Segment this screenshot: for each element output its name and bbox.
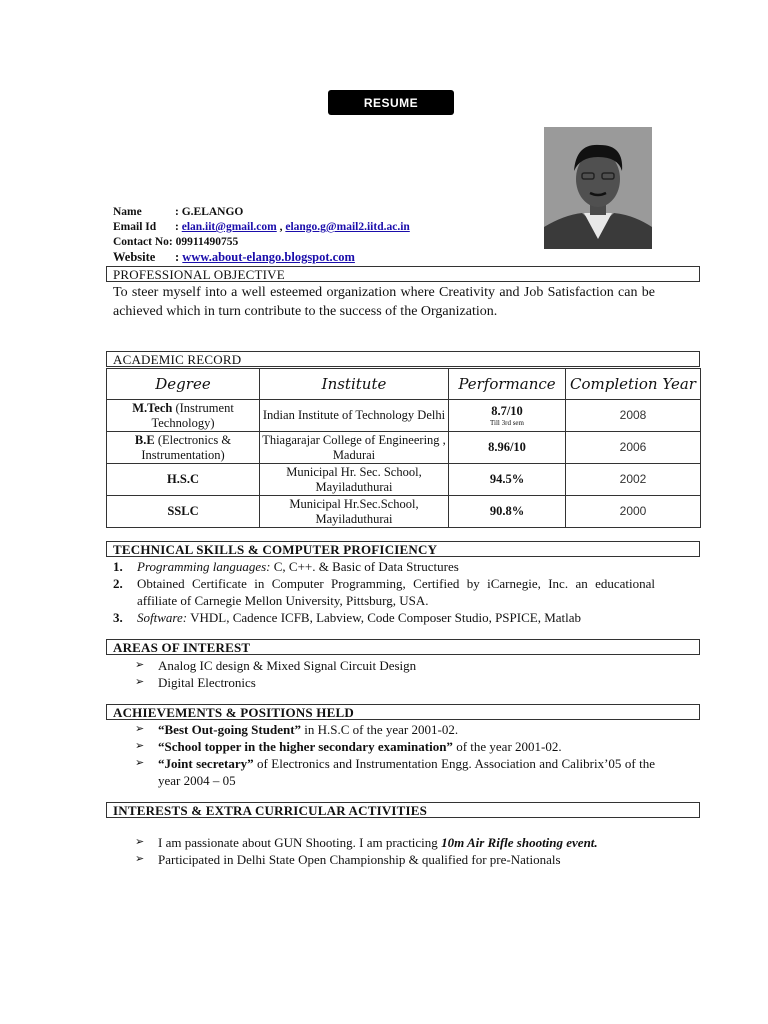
performance-cell <box>449 400 566 432</box>
achievement-text: of the year 2001-02. <box>452 739 562 754</box>
skill-text: C, C++. & Basic of Data Structures <box>270 559 459 574</box>
performance-cell <box>449 464 566 496</box>
institute-cell: Indian Institute of Technology Delhi <box>260 400 449 432</box>
section-objective: PROFESSIONAL OBJECTIVE <box>106 266 700 282</box>
email-line <box>113 221 410 233</box>
name-label: Name <box>113 206 142 218</box>
name-value: : G.ELANGO <box>175 206 244 218</box>
list-number: 3. <box>113 610 123 625</box>
table-row <box>107 432 701 464</box>
achievement-text: of Electronics and Instrumentation Engg. Association and Calibrix’05 of the year 2004 – 05 <box>158 756 655 788</box>
email-label: Email Id <box>113 221 157 233</box>
skills-list <box>113 558 655 626</box>
profile-photo <box>544 127 652 249</box>
list-number: 2. <box>113 576 123 591</box>
bullet-arrow-icon: ➢ <box>135 836 145 848</box>
website-label: Website <box>113 250 156 264</box>
email-link-2[interactable]: elango.g@mail2.iitd.ac.in <box>285 221 410 233</box>
contact-value: 09911490755 <box>172 236 239 248</box>
bullet-arrow-icon: ➢ <box>135 757 145 769</box>
website-line <box>113 250 355 265</box>
contact-label: Contact No: <box>113 236 173 248</box>
degree-cell <box>107 496 260 528</box>
degree-detail: (Electronics & Instrumentation) <box>141 432 232 462</box>
bullet-arrow-icon: ➢ <box>135 740 145 752</box>
skill-label: Programming languages: <box>137 559 271 574</box>
table-row <box>107 464 701 496</box>
activity-highlight: 10m Air Rifle shooting event. <box>441 835 598 850</box>
email-comma: , <box>276 221 286 233</box>
header-performance: Performance <box>449 369 566 400</box>
bullet-arrow-icon: ➢ <box>135 853 145 865</box>
year-cell: 2000 <box>566 496 701 528</box>
section-extra: INTERESTS & EXTRA CURRICULAR ACTIVITIES <box>106 802 700 818</box>
header-degree: Degree <box>107 369 260 400</box>
list-number: 1. <box>113 559 123 574</box>
performance-cell <box>449 496 566 528</box>
table-row <box>107 400 701 432</box>
list-item <box>113 674 655 691</box>
achievements-list <box>113 721 655 789</box>
extra-list <box>113 834 655 868</box>
list-item <box>113 721 655 738</box>
list-item <box>113 657 655 674</box>
header-institute: Institute <box>260 369 449 400</box>
interest-list <box>113 657 655 691</box>
bullet-arrow-icon: ➢ <box>135 723 145 735</box>
section-achievements: ACHIEVEMENTS & POSITIONS HELD <box>106 704 700 720</box>
skill-label: Software: <box>137 610 188 625</box>
performance-note: Till 3rd sem <box>490 419 524 427</box>
email-link-1[interactable]: elan.iit@gmail.com <box>181 221 277 233</box>
list-item <box>113 755 655 789</box>
achievement-title: “Joint secretary” <box>158 756 254 771</box>
institute-cell: Thiagarajar College of Engineering , Madurai <box>260 432 449 464</box>
degree-name: B.E <box>134 432 155 447</box>
bullet-arrow-icon: ➢ <box>135 659 145 671</box>
performance-value: 8.7/10 <box>491 404 523 418</box>
name-line <box>113 206 243 218</box>
performance-value: 90.8% <box>489 504 525 518</box>
list-item <box>113 575 655 609</box>
list-item <box>113 558 655 575</box>
interest-text: Digital Electronics <box>158 675 256 690</box>
header-completion-year: Completion Year <box>566 369 701 400</box>
table-header-row <box>107 369 701 400</box>
contact-line <box>113 236 238 248</box>
year-cell: 2002 <box>566 464 701 496</box>
list-item <box>113 851 655 868</box>
bullet-arrow-icon: ➢ <box>135 676 145 688</box>
year-cell: 2006 <box>566 432 701 464</box>
resume-badge: RESUME <box>328 90 454 115</box>
activity-text: I am passionate about GUN Shooting. I am practicing <box>158 835 442 850</box>
academic-table <box>106 368 701 528</box>
list-item <box>113 738 655 755</box>
performance-value: 8.96/10 <box>488 440 526 454</box>
performance-cell <box>449 432 566 464</box>
skill-text: Obtained Certificate in Computer Programming, Certified by iCarnegie, Inc. an educational affiliate of Carnegie Mellon University, Pittsburg, USA. <box>137 576 655 608</box>
degree-name: SSLC <box>167 504 199 518</box>
section-interest: AREAS OF INTEREST <box>106 639 700 655</box>
activity-text: Participated in Delhi State Open Championship & qualified for pre-Nationals <box>158 852 561 867</box>
degree-name: M.Tech <box>132 400 173 415</box>
interest-text: Analog IC design & Mixed Signal Circuit Design <box>158 658 417 673</box>
degree-name: H.S.C <box>167 472 199 486</box>
email-sep: : <box>175 221 179 233</box>
achievement-title: “School topper in the higher secondary examination” <box>158 739 453 754</box>
section-academic: ACADEMIC RECORD <box>106 351 700 367</box>
degree-cell <box>107 432 260 464</box>
degree-detail: (Instrument Technology) <box>151 400 234 430</box>
achievement-title: “Best Out-going Student” <box>158 722 302 737</box>
institute-cell: Municipal Hr. Sec. School, Mayiladuthurai <box>260 464 449 496</box>
table-row <box>107 496 701 528</box>
objective-text: To steer myself into a well esteemed organization where Creativity and Job Satisfaction can be achieved which in turn contribute to the success of the Organization. <box>113 285 655 319</box>
skill-text: VHDL, Cadence ICFB, Labview, Code Composer Studio, PSPICE, Matlab <box>187 610 582 625</box>
performance-value: 94.5% <box>489 472 525 486</box>
achievement-text: in H.S.C of the year 2001-02. <box>301 722 459 737</box>
section-skills: TECHNICAL SKILLS & COMPUTER PROFICIENCY <box>106 541 700 557</box>
website-sep: : <box>175 250 180 264</box>
institute-cell: Municipal Hr.Sec.School, Mayiladuthurai <box>260 496 449 528</box>
degree-cell <box>107 400 260 432</box>
year-cell: 2008 <box>566 400 701 432</box>
website-link[interactable]: www.about-elango.blogspot.com <box>182 250 355 264</box>
list-item <box>113 609 655 626</box>
degree-cell <box>107 464 260 496</box>
list-item <box>113 834 655 851</box>
